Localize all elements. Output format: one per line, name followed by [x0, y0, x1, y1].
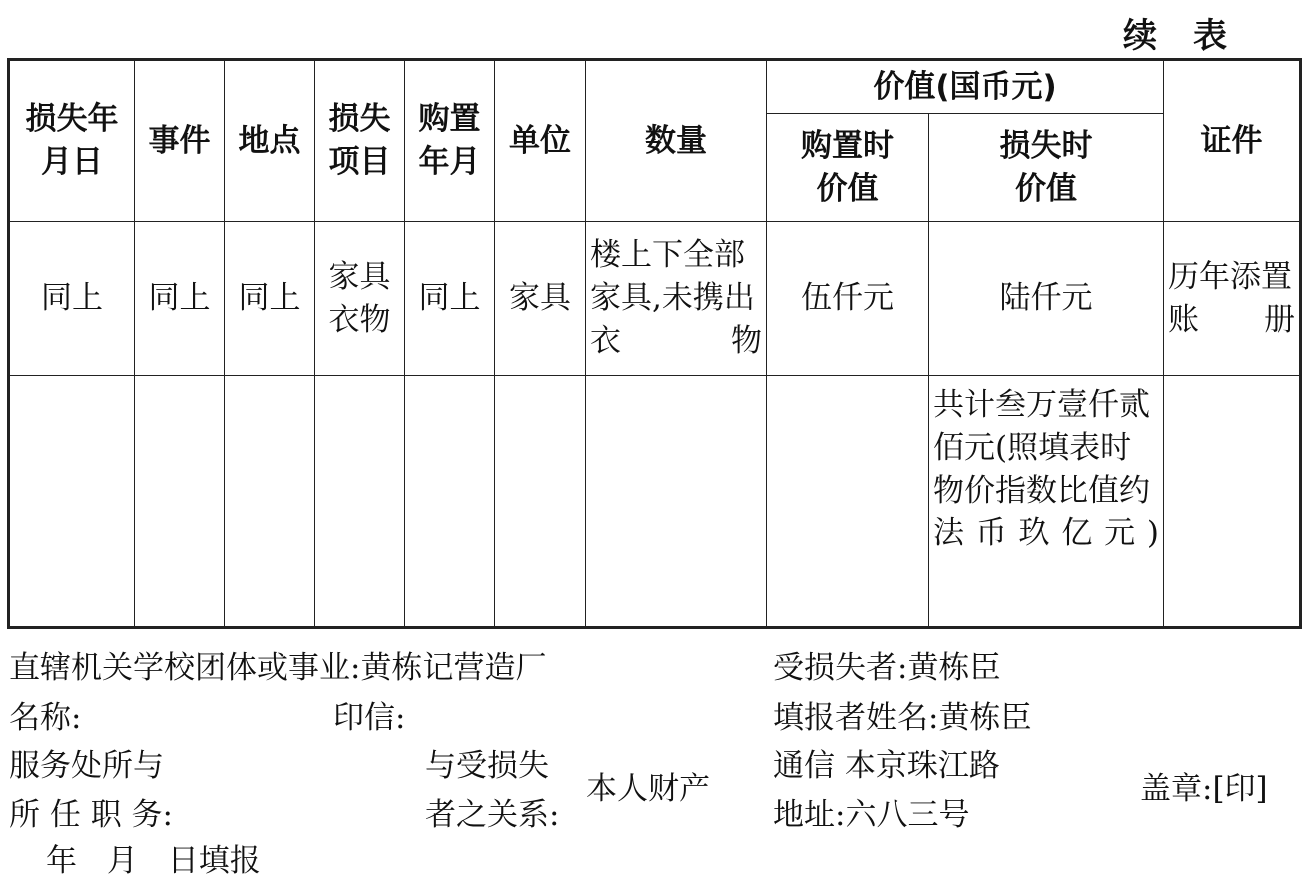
empty-cell [315, 376, 405, 628]
header-loss-date: 损失年月日 [9, 60, 135, 222]
address-line-2: 地址:六八三号 [773, 797, 970, 833]
cell-location: 同上 [225, 222, 315, 376]
position-label-line-2: 所 任 职 务: [9, 797, 174, 833]
victim-line: 受损失者:黄栋臣 [773, 650, 1001, 686]
org-label-line-1: 直辖机关学校团体或事业:黄栋记营造厂 [9, 650, 547, 686]
header-value-at-purchase: 购置时价值 [767, 114, 929, 222]
reporter-name: 黄栋臣 [938, 700, 1032, 736]
seal-label: 印信: [333, 700, 406, 736]
header-event: 事件 [135, 60, 225, 222]
header-value-at-loss: 损失时价值 [929, 114, 1164, 222]
cell-quantity: 楼上下全部家具,未携出衣物 [586, 222, 767, 376]
cell-purchase-date: 同上 [405, 222, 495, 376]
cell-event: 同上 [135, 222, 225, 376]
relation-label-line-2: 者之关系: [425, 797, 560, 833]
empty-cell [225, 376, 315, 628]
address-value-2: 六八三号 [845, 797, 970, 833]
victim-name: 黄栋臣 [907, 650, 1001, 686]
header-loss-item: 损失项目 [315, 60, 405, 222]
report-date-line: 年 月 日填报 [46, 843, 261, 879]
reporter-line: 填报者姓名:黄栋臣 [773, 700, 1032, 736]
header-unit: 单位 [495, 60, 586, 222]
header-purchase-date: 购置年月 [405, 60, 495, 222]
cell-value-at-purchase: 伍仟元 [767, 222, 929, 376]
empty-cell [1164, 376, 1301, 628]
header-value-group: 价值(国币元) [767, 60, 1164, 114]
empty-cell [767, 376, 929, 628]
stamp-line: 盖章:[印] [1140, 771, 1268, 807]
cell-value-at-loss: 陆仟元 [929, 222, 1164, 376]
empty-cell [135, 376, 225, 628]
cell-loss-date: 同上 [9, 222, 135, 376]
header-certificate: 证件 [1164, 60, 1301, 222]
relation-label-line-1: 与受损失 [425, 748, 549, 784]
empty-cell [586, 376, 767, 628]
org-name-value: :黄栋记营造厂 [350, 650, 547, 686]
header-location: 地点 [225, 60, 315, 222]
position-label-line-1: 服务处所与 [9, 748, 164, 784]
empty-cell [495, 376, 586, 628]
cell-loss-item: 家具衣物 [315, 222, 405, 376]
empty-cell [9, 376, 135, 628]
empty-cell [405, 376, 495, 628]
cell-unit: 家具 [495, 222, 586, 376]
loss-report-table [7, 58, 1302, 629]
relation-value: 本人财产 [586, 771, 710, 807]
stamp-value: [印] [1212, 771, 1268, 807]
cell-certificate: 历年添置账册 [1164, 222, 1301, 376]
address-value-1: 本京珠江路 [844, 748, 1000, 784]
header-quantity: 数量 [586, 60, 767, 222]
cell-total-note: 共计叁万壹仟贰佰元(照填表时物价指数比值约法币玖亿元) [929, 376, 1164, 628]
org-label-line-2: 名称: [9, 700, 82, 736]
continued-table-title: 续表 [1123, 16, 1263, 56]
address-line-1: 通信 本京珠江路 [773, 748, 1000, 784]
